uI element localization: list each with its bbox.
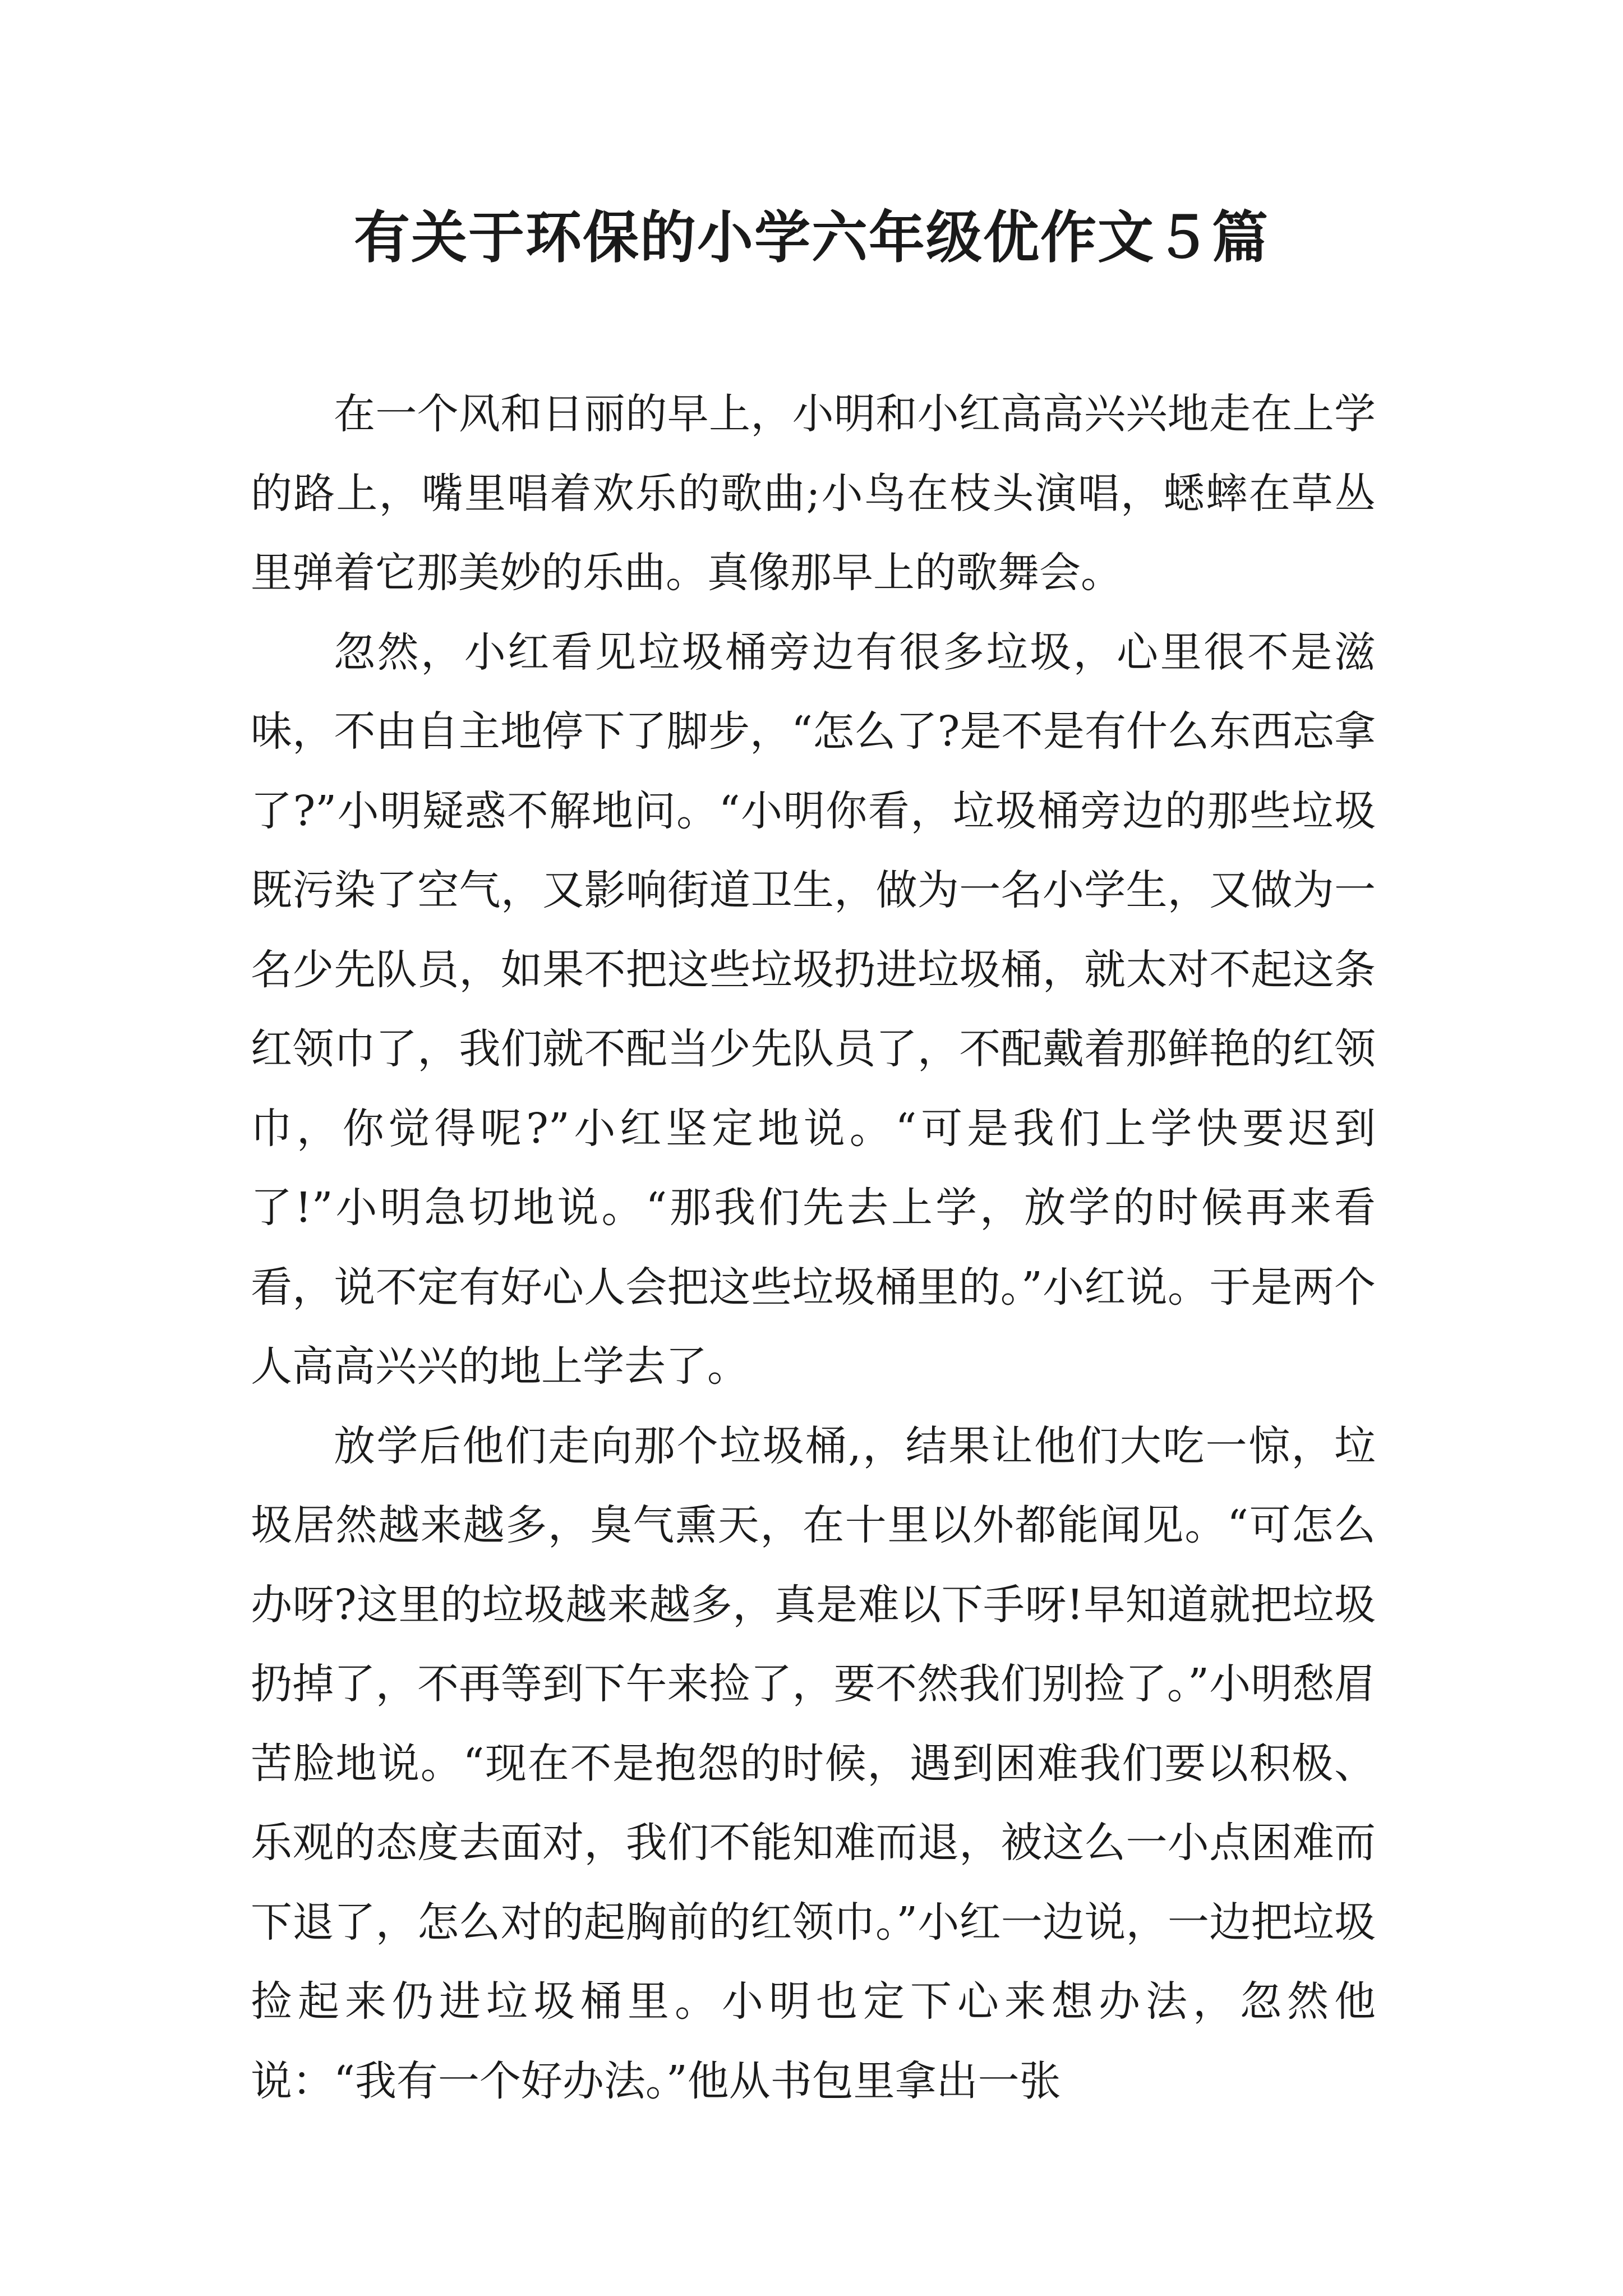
paragraph-3: 放学后他们走向那个垃圾桶,，结果让他们大吃一惊，垃圾居然越来越多，臭气熏天，在十里以外都能闻见。“可怎么办呀?这里的垃圾越来越多，真是难以下手呀!早知道就把垃圾扔掉了，不再等到下午来捡了，要不然我们别捡了。”小明愁眉苦脸地说。“现在不是抱怨的时候，遇到困难我们要以积极、乐观的态度去面对，我们不能知难而退，被这么一小点困难而下退了，怎么对的起胸前的红领巾。”小红一边说，一边把垃圾捡起来仍进垃圾桶里。小明也定下心来想办法，忽然他说：“我有一个好办法。”他从书包里拿出一张 (251, 1421, 1376, 2105)
paragraph-2: 忽然，小红看见垃圾桶旁边有很多垃圾，心里很不是滋味，不由自主地停下了脚步，“怎么了?是不是有什么东西忘拿了?”小明疑惑不解地问。“小明你看，垃圾桶旁边的那些垃圾既污染了空气，又影响街道卫生，做为一名小学生，又做为一名少先队员，如果不把这些垃圾扔进垃圾桶，就太对不起这条红领巾了，我们就不配当少先队员了，不配戴着那鲜艳的红领巾，你觉得呢?”小红坚定地说。“可是我们上学快要迟到了!”小明急切地说。“那我们先去上学，放学的时候再来看看，说不定有好心人会把这些垃圾桶里的。”小红说。于是两个人高高兴兴的地上学去了。 (251, 628, 1376, 1391)
document-body (251, 375, 1376, 2121)
paragraph-1: 在一个风和日丽的早上，小明和小红高高兴兴地走在上学的路上，嘴里唱着欢乐的歌曲;小鸟在枝头演唱，蟋蟀在草丛里弹着它那美妙的乐曲。真像那早上的歌舞会。 (251, 390, 1376, 597)
document-title: 有关于环保的小学六年级优作文５篇 (354, 204, 1269, 270)
